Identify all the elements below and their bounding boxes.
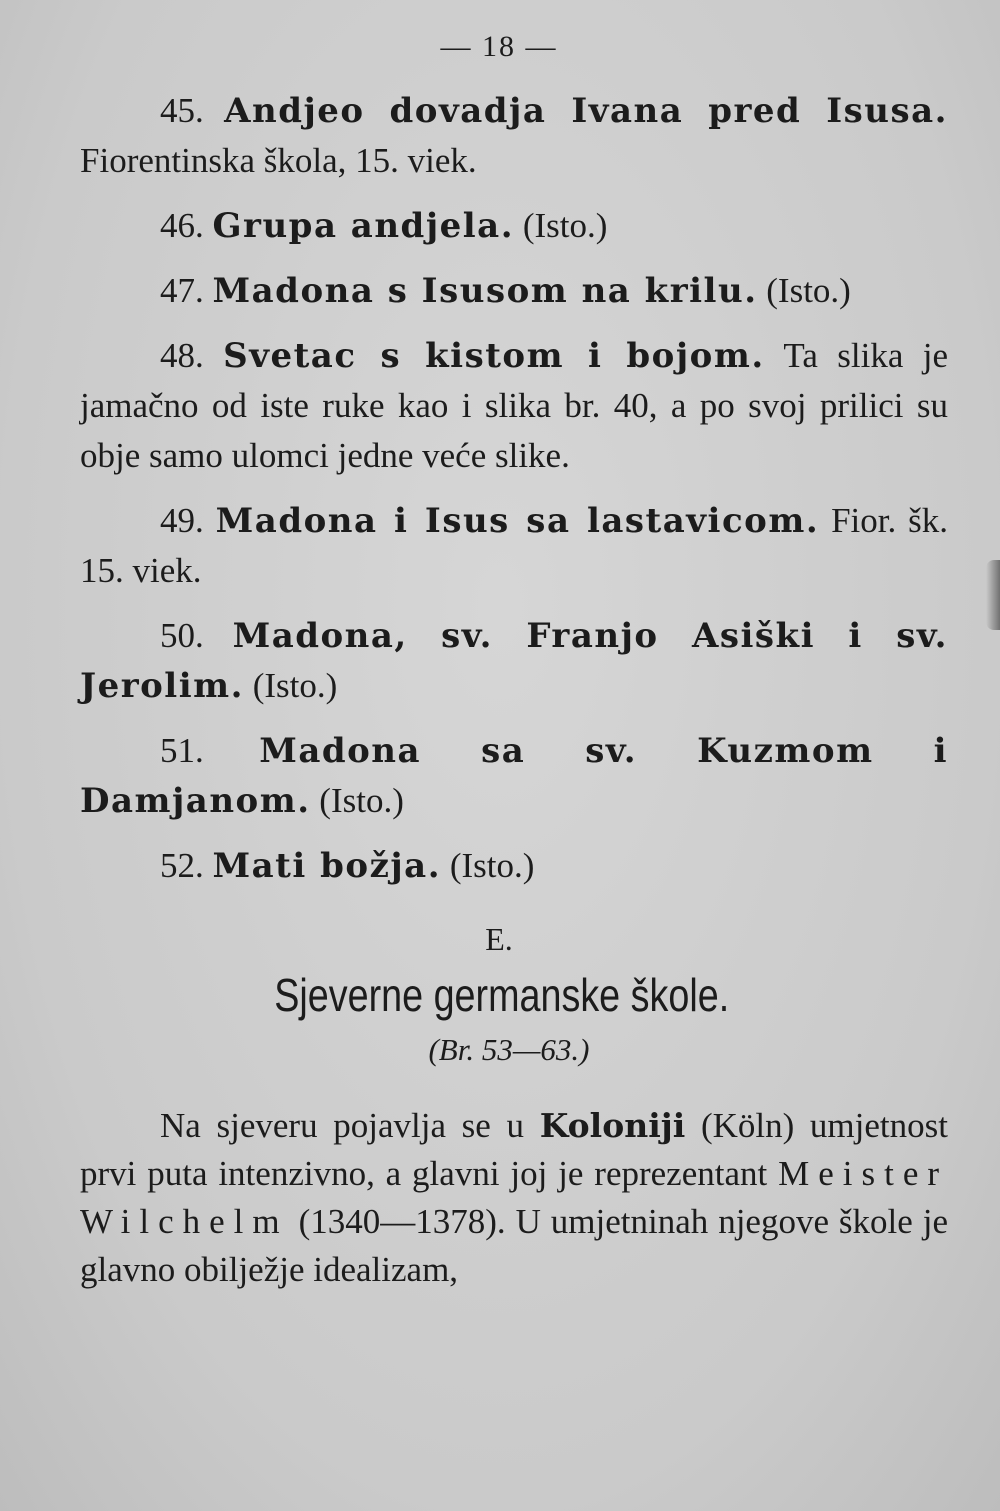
entry-title: Madona, sv. Franjo Asiški i sv. Jerolim. [80, 616, 949, 706]
catalog-entry [80, 496, 948, 596]
entry-text: (Isto.) [522, 206, 608, 245]
entry-title: Grupa andjela. [212, 206, 515, 246]
entry-text: (Isto.) [449, 846, 535, 885]
entry-number: 45. [160, 91, 204, 130]
paragraph-spaced-name: Meister Wilchelm [80, 1154, 949, 1241]
entry-text: Fiorentinska škola, 15. viek. [80, 141, 477, 180]
entry-title: Madona sa sv. Kuzmom i Damjanom. [80, 731, 949, 821]
catalog-entry [80, 266, 948, 316]
page-edge-shadow [986, 560, 1000, 630]
catalog-entry [80, 331, 948, 481]
entry-title: Madona s Isusom na krilu. [212, 271, 758, 311]
paragraph-text: Na sjeveru pojavlja se u [160, 1106, 525, 1145]
entry-text: (Isto.) [319, 781, 404, 820]
entry-text: Fior. šk. 15. viek. [80, 501, 948, 590]
body-paragraph [80, 1102, 948, 1294]
entry-title: Mati božja. [212, 846, 442, 886]
entry-number: 47. [160, 271, 204, 310]
section-title: Sjeverne germanske škole. [274, 969, 730, 1021]
section-range: (Br. 53—63.) [428, 1032, 590, 1067]
entry-number: 48. [160, 336, 204, 375]
catalog-entries [80, 86, 948, 891]
entry-number: 52. [160, 846, 204, 885]
section-letter: E. [485, 921, 513, 957]
entry-title: Svetac s kistom i bojom. [223, 336, 765, 376]
paragraph-text: (1340—1378). U umjetninah njegove škole je glavno obilježje idealizam, [80, 1202, 949, 1289]
entry-title: Madona i Isus sa lastavicom. [215, 501, 820, 541]
catalog-entry [80, 201, 948, 251]
entry-text: Ta slika je jamačno od iste ruke kao i slika br. 40, a po svoj prilici su obje samo ulomci jedne veće slike. [80, 336, 948, 475]
catalog-entry [80, 726, 948, 826]
entry-number: 51. [160, 731, 204, 770]
paragraph-bold-term: Koloniji [539, 1106, 686, 1145]
entry-number: 46. [160, 206, 204, 245]
catalog-entry [80, 841, 948, 891]
entry-number: 49. [160, 501, 204, 540]
entry-title: Andjeo dovadja Ivana pred Isusa. [224, 91, 949, 131]
entry-text: (Isto.) [766, 271, 851, 310]
paragraph-text: (Köln) umjetnost prvi puta intenzivno, a glavni joj je reprezentant [80, 1106, 948, 1193]
entry-text: (Isto.) [252, 666, 338, 705]
page-number: — 18 — [440, 30, 558, 63]
entry-number: 50. [160, 616, 204, 655]
catalog-entry [80, 611, 948, 711]
catalog-entry [80, 86, 948, 186]
